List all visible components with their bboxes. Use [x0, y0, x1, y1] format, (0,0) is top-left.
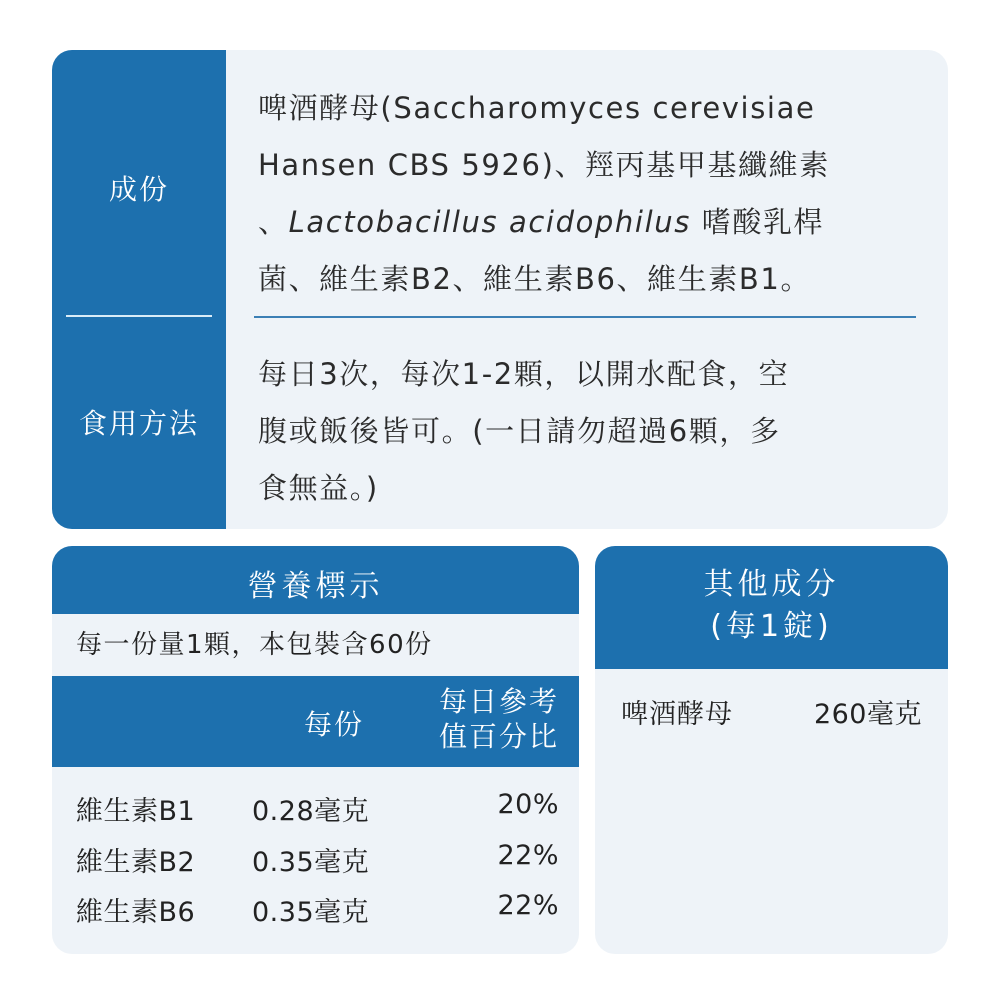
nutrient-name: 維生素B6	[76, 897, 196, 928]
column-header-per-serving: 每份	[304, 708, 365, 741]
label-divider	[66, 315, 212, 317]
other-ingredients-card	[595, 546, 948, 954]
other-title-line: (每1錠)	[710, 609, 833, 644]
usage-line: 食無益。)	[258, 471, 379, 505]
daily-value-header-line: 值百分比	[438, 720, 559, 753]
other-ingredient-amount: 260毫克	[813, 699, 922, 730]
usage-line: 每日3次，每次1-2顆，以開水配食，空	[258, 357, 790, 391]
label-column	[52, 50, 226, 529]
other-title-line: 其他成分	[703, 567, 840, 602]
daily-value-header-line: 每日參考	[438, 685, 559, 718]
species-name: Lactobacillus acidophilus	[288, 205, 691, 239]
usage-line: 腹或飯後皆可。(一日請勿超過6顆，多	[258, 414, 781, 448]
table-row	[52, 789, 579, 841]
nutrition-table-header	[52, 676, 579, 767]
content-divider	[254, 316, 916, 318]
ingredients-label: 成份	[108, 173, 169, 206]
nutrient-name: 維生素B2	[76, 847, 196, 878]
ingredients-line: 菌、維生素B2、維生素B6、維生素B1。	[258, 262, 812, 296]
table-row	[52, 840, 579, 892]
serving-info: 每一份量1顆，本包裝含60份	[76, 630, 433, 660]
usage-label: 食用方法	[78, 407, 199, 440]
nutrient-daily-value: 22%	[497, 840, 559, 871]
other-title	[595, 564, 948, 648]
usage-text	[258, 346, 918, 517]
other-title-bar	[595, 546, 948, 669]
nutrition-title-bar	[52, 546, 579, 614]
nutrient-daily-value: 22%	[497, 890, 559, 921]
table-row	[52, 890, 579, 942]
ingredients-line	[258, 194, 918, 251]
ingredients-line-suffix: 嗜酸乳桿	[690, 205, 825, 239]
nutrient-name: 維生素B1	[76, 796, 196, 827]
other-ingredient-name: 啤酒酵母	[621, 699, 733, 730]
ingredients-text	[258, 80, 918, 308]
nutrient-daily-value: 20%	[497, 789, 559, 820]
ingredients-line-prefix: 、	[258, 205, 289, 239]
nutrient-amount: 0.35毫克	[252, 847, 370, 878]
nutrient-amount: 0.35毫克	[252, 897, 370, 928]
product-info-card	[52, 50, 948, 529]
ingredients-line: Hansen CBS 5926)、羥丙基甲基纖維素	[258, 148, 830, 182]
nutrition-facts-card	[52, 546, 579, 954]
nutrition-title: 營養標示	[247, 569, 384, 604]
ingredients-line: 啤酒酵母(Saccharomyces cerevisiae	[258, 91, 816, 125]
nutrient-amount: 0.28毫克	[252, 796, 370, 827]
column-header-daily-value	[409, 684, 559, 754]
